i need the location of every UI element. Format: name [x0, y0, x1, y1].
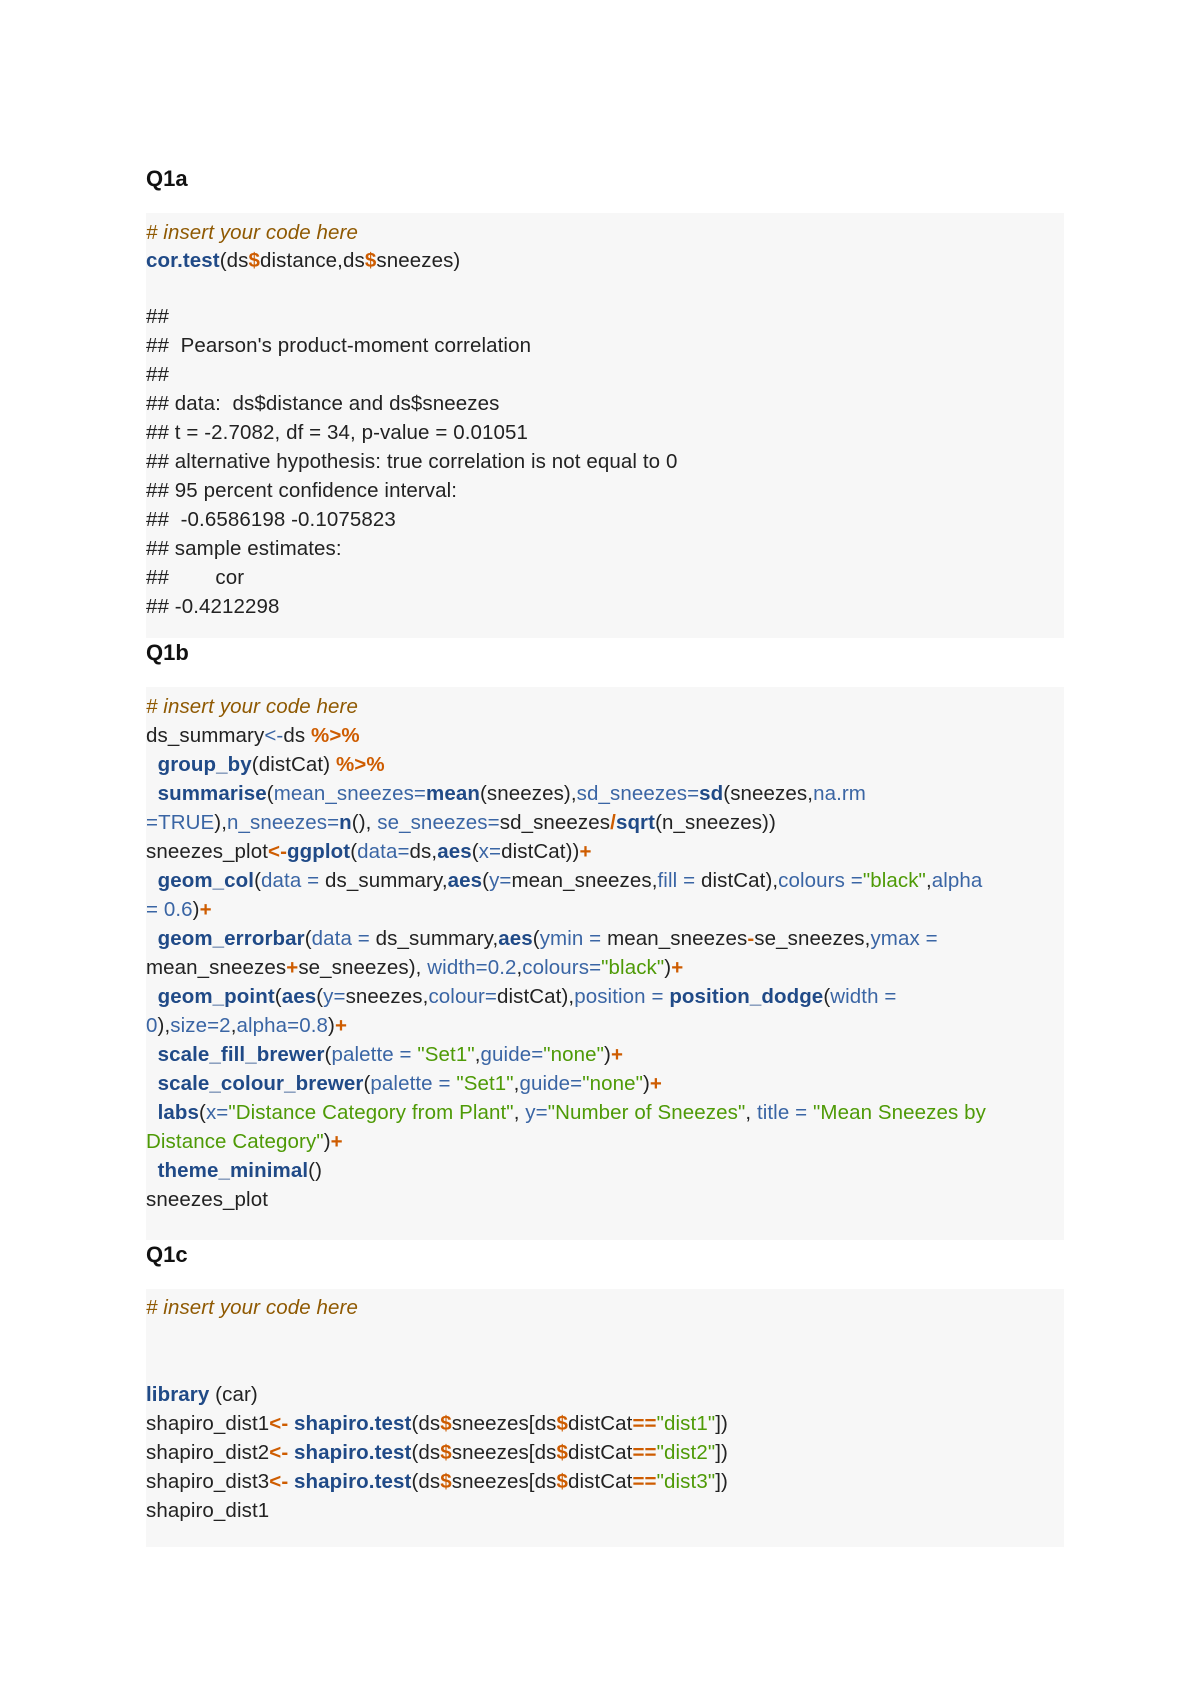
- code-token: +: [671, 956, 684, 979]
- section-heading-q1c: Q1c: [146, 1242, 188, 1267]
- code-line: [146, 1409, 728, 1438]
- code-line: [146, 1496, 269, 1525]
- code-line: [146, 505, 396, 534]
- code-token: # insert your code here: [146, 1296, 358, 1319]
- code-token: scale_colour_brewer: [157, 1072, 364, 1095]
- code-token: ggplot: [287, 840, 351, 863]
- code-token: labs: [157, 1101, 200, 1124]
- code-token: +: [330, 1130, 343, 1153]
- code-token: "none": [543, 1043, 605, 1066]
- code-token: ds_summary: [146, 724, 265, 747]
- code-token: ,: [513, 1072, 520, 1095]
- code-token: /: [610, 811, 616, 834]
- code-token: mean_sneezes,: [511, 869, 658, 892]
- code-token: fill =: [657, 869, 701, 892]
- code-token: ds,: [409, 840, 438, 863]
- code-token: ds_summary,: [375, 927, 499, 950]
- code-token: [146, 869, 158, 892]
- section-heading-q1a: Q1a: [146, 166, 188, 191]
- code-line: [146, 1467, 728, 1496]
- code-token: ds: [283, 724, 311, 747]
- code-token: se_sneezes),: [298, 956, 428, 979]
- code-token: +: [286, 956, 299, 979]
- code-token: mean_sneezes=: [273, 782, 426, 805]
- code-token: colours =: [778, 869, 863, 892]
- code-token: shapiro_dist3: [146, 1470, 270, 1493]
- code-line: [146, 1185, 268, 1214]
- code-token: "Mean Sneezes by: [813, 1101, 986, 1124]
- code-token: ymax =: [870, 927, 938, 950]
- code-token: +: [579, 840, 592, 863]
- code-token: (: [274, 985, 282, 1008]
- code-token: "black": [601, 956, 665, 979]
- code-token: sneezes[ds: [451, 1470, 557, 1493]
- code-token: title =: [756, 1101, 814, 1124]
- code-token: y=: [489, 869, 512, 892]
- code-token: <-: [268, 840, 288, 863]
- code-token: shapiro.test: [294, 1441, 412, 1464]
- code-token: sneezes_plot: [146, 1188, 269, 1211]
- code-token: alpha=0.8: [236, 1014, 329, 1037]
- code-token: y=: [525, 1101, 548, 1124]
- code-token: [146, 753, 158, 776]
- code-line: [146, 692, 358, 721]
- code-token: group_by: [157, 753, 252, 776]
- code-token: n_sneezes=: [227, 811, 340, 834]
- code-token: data =: [261, 869, 325, 892]
- code-token: $: [248, 249, 261, 272]
- code-line: [146, 331, 531, 360]
- code-token: [146, 1159, 158, 1182]
- code-token: ): [642, 1072, 650, 1095]
- section-heading-q1b: Q1b: [146, 640, 189, 665]
- code-token: colours=: [522, 956, 602, 979]
- code-token: (ds: [411, 1412, 441, 1435]
- code-token: width=0.2: [427, 956, 517, 979]
- code-token: ## sample estimates:: [146, 537, 342, 560]
- code-token: ): [604, 1043, 611, 1066]
- code-block-q1b: [146, 687, 1064, 1240]
- code-token: ## cor: [146, 566, 245, 589]
- code-token: ymin =: [539, 927, 608, 950]
- code-token: "dist2": [656, 1441, 716, 1464]
- code-token: = 0.6: [146, 898, 193, 921]
- code-line: [146, 1069, 662, 1098]
- code-token: geom_col: [157, 869, 255, 892]
- code-token: sqrt: [615, 811, 656, 834]
- code-token: ##: [146, 305, 170, 328]
- code-line: [146, 1011, 347, 1040]
- code-token: (),: [351, 811, 378, 834]
- code-line: [146, 1380, 258, 1409]
- code-token: se_sneezes,: [754, 927, 871, 950]
- code-line: [146, 563, 244, 592]
- code-token: (ds: [411, 1441, 441, 1464]
- code-token: Distance Category": [146, 1130, 324, 1153]
- code-token: -: [747, 927, 755, 950]
- code-token: ,: [513, 1101, 526, 1124]
- code-token: (): [308, 1159, 322, 1182]
- code-token: $: [364, 249, 377, 272]
- code-token: "dist3": [656, 1470, 716, 1493]
- code-token: position =: [574, 985, 670, 1008]
- code-line: [146, 418, 528, 447]
- code-line: [146, 1156, 322, 1185]
- code-token: distCat: [567, 1412, 633, 1435]
- code-line: [146, 779, 866, 808]
- code-token: (distCat): [251, 753, 336, 776]
- code-token: colour=: [428, 985, 497, 1008]
- code-token: distCat: [567, 1441, 633, 1464]
- code-line: [146, 808, 776, 837]
- code-line: [146, 895, 212, 924]
- code-token: $: [556, 1470, 568, 1493]
- code-token: +: [649, 1072, 662, 1095]
- code-token: ,: [745, 1101, 757, 1124]
- code-token: shapiro.test: [294, 1470, 412, 1493]
- code-token: [146, 782, 158, 805]
- code-token: distCat),: [700, 869, 779, 892]
- code-token: (: [350, 840, 358, 863]
- code-token: ==: [632, 1441, 657, 1464]
- code-token: ==: [632, 1470, 657, 1493]
- code-token: (: [254, 869, 262, 892]
- code-token: ): [192, 898, 200, 921]
- code-token: ## 95 percent confidence interval:: [146, 479, 458, 502]
- code-token: x=: [205, 1101, 229, 1124]
- code-token: ,: [925, 869, 932, 892]
- code-token: ## -0.4212298: [146, 595, 280, 618]
- code-token: sneezes_plot: [146, 840, 269, 863]
- code-token: "dist1": [656, 1412, 716, 1435]
- code-token: distCat),: [496, 985, 575, 1008]
- code-token: <-: [269, 1412, 289, 1435]
- code-token: mean_sneezes: [146, 956, 287, 979]
- code-token: sd_sneezes=: [576, 782, 700, 805]
- code-token: $: [440, 1441, 452, 1464]
- code-token: size=2: [170, 1014, 231, 1037]
- code-token: %>%: [311, 724, 360, 747]
- code-line: [146, 866, 982, 895]
- code-token: guide=: [480, 1043, 544, 1066]
- code-token: (: [471, 840, 479, 863]
- code-token: scale_fill_brewer: [157, 1043, 325, 1066]
- code-token: shapiro.test: [294, 1412, 412, 1435]
- code-token: $: [440, 1470, 452, 1493]
- code-token: ,: [230, 1014, 237, 1037]
- code-token: shapiro_dist1: [146, 1499, 270, 1522]
- code-token: (: [363, 1072, 371, 1095]
- code-token: (: [266, 782, 274, 805]
- code-line: [146, 750, 385, 779]
- code-token: [146, 1072, 158, 1095]
- code-token: ## t = -2.7082, df = 34, p-value = 0.01051: [146, 421, 529, 444]
- code-token: +: [610, 1043, 624, 1066]
- code-token: se_sneezes=: [377, 811, 500, 834]
- code-line: [146, 476, 457, 505]
- code-line: [146, 592, 280, 621]
- code-token: (ds: [411, 1470, 441, 1493]
- code-token: alpha: [931, 869, 983, 892]
- code-token: na.rm: [813, 782, 866, 805]
- code-token: ,: [516, 956, 523, 979]
- code-token: (: [324, 1043, 332, 1066]
- code-token: ]): [715, 1470, 728, 1493]
- code-token: guide=: [519, 1072, 583, 1095]
- code-token: 0: [146, 1014, 158, 1037]
- code-token: data=: [357, 840, 410, 863]
- code-token: sneezes): [376, 249, 461, 272]
- code-token: distance,ds: [260, 249, 365, 272]
- code-token: ## alternative hypothesis: true correlation is not equal to 0: [146, 450, 678, 473]
- code-token: geom_point: [157, 985, 275, 1008]
- code-token: "black": [862, 869, 926, 892]
- code-token: "Set1": [417, 1043, 475, 1066]
- code-token: [146, 985, 158, 1008]
- code-line: [146, 1438, 728, 1467]
- code-line: [146, 302, 169, 331]
- code-token: library: [146, 1383, 210, 1406]
- code-line: [146, 246, 460, 275]
- code-token: y=: [323, 985, 346, 1008]
- code-token: <-: [269, 1441, 289, 1464]
- code-token: (sneezes,: [723, 782, 814, 805]
- code-line: [146, 1040, 623, 1069]
- code-token: data =: [311, 927, 376, 950]
- code-token: mean: [426, 782, 480, 805]
- code-token: aes: [437, 840, 472, 863]
- code-token: summarise: [157, 782, 267, 805]
- code-token: ]): [715, 1412, 728, 1435]
- code-token: sd_sneezes: [499, 811, 611, 834]
- code-token: (ds: [219, 249, 249, 272]
- code-token: "Number of Sneezes": [547, 1101, 746, 1124]
- code-token: $: [556, 1441, 568, 1464]
- code-token: (sneezes),: [479, 782, 577, 805]
- code-token: # insert your code here: [146, 221, 358, 244]
- code-token: ),: [157, 1014, 171, 1037]
- code-line: [146, 982, 896, 1011]
- code-token: (: [482, 869, 490, 892]
- code-token: <-: [269, 1470, 289, 1493]
- code-token: +: [199, 898, 212, 921]
- code-token: cor.test: [146, 249, 220, 272]
- code-token: [146, 1101, 158, 1124]
- code-token: ,: [474, 1043, 481, 1066]
- code-line: [146, 953, 683, 982]
- code-token: ## data: ds$distance and ds$sneezes: [146, 392, 500, 415]
- code-token: (: [823, 985, 831, 1008]
- code-line: [146, 1127, 343, 1156]
- code-token: palette =: [331, 1043, 418, 1066]
- code-token: "none": [582, 1072, 643, 1095]
- code-block-q1c: [146, 1289, 1064, 1547]
- code-line: [146, 721, 360, 750]
- code-token: ]): [715, 1441, 728, 1464]
- code-token: (: [316, 985, 324, 1008]
- code-token: aes: [498, 927, 533, 950]
- code-token: %>%: [335, 753, 385, 776]
- code-token: width =: [830, 985, 897, 1008]
- code-token: n: [339, 811, 352, 834]
- code-token: sneezes,: [345, 985, 429, 1008]
- code-token: x=: [478, 840, 502, 863]
- code-block-q1a: [146, 213, 1064, 638]
- code-token: ): [664, 956, 672, 979]
- code-token: "Distance Category from Plant": [228, 1101, 514, 1124]
- code-line: [146, 924, 938, 953]
- code-line: [146, 360, 169, 389]
- code-token: [146, 1043, 158, 1066]
- code-token: aes: [281, 985, 317, 1008]
- code-token: position_dodge: [669, 985, 824, 1008]
- code-token: geom_errorbar: [157, 927, 305, 950]
- code-token: distCat)): [501, 840, 580, 863]
- code-token: ): [328, 1014, 335, 1037]
- code-token: (: [532, 927, 540, 950]
- code-token: <-: [264, 724, 284, 747]
- code-token: sneezes[ds: [451, 1412, 557, 1435]
- code-token: ),: [214, 811, 228, 834]
- code-token: +: [334, 1014, 348, 1037]
- code-token: ==: [632, 1412, 657, 1435]
- code-token: (: [304, 927, 312, 950]
- code-token: (car): [209, 1383, 258, 1406]
- code-line: [146, 1293, 358, 1322]
- code-token: $: [556, 1412, 568, 1435]
- code-line: [146, 389, 500, 418]
- code-token: sd: [699, 782, 724, 805]
- code-line: [146, 837, 592, 866]
- code-line: [146, 218, 358, 247]
- code-token: shapiro_dist2: [146, 1441, 270, 1464]
- code-token: ): [323, 1130, 331, 1153]
- code-line: [146, 534, 342, 563]
- code-token: sneezes[ds: [451, 1441, 557, 1464]
- code-token: (: [199, 1101, 206, 1124]
- code-token: shapiro_dist1: [146, 1412, 270, 1435]
- code-token: ## Pearson's product-moment correlation: [146, 334, 532, 357]
- code-token: aes: [447, 869, 483, 892]
- code-token: mean_sneezes: [607, 927, 748, 950]
- code-token: ##: [146, 363, 170, 386]
- code-token: $: [440, 1412, 452, 1435]
- code-token: palette =: [370, 1072, 457, 1095]
- code-token: "Set1": [456, 1072, 514, 1095]
- code-token: (n_sneezes)): [655, 811, 776, 834]
- code-token: ds_summary,: [325, 869, 448, 892]
- code-token: [146, 927, 158, 950]
- code-token: ## -0.6586198 -0.1075823: [146, 508, 396, 531]
- code-line: [146, 447, 677, 476]
- code-token: =TRUE: [146, 811, 215, 834]
- code-token: # insert your code here: [146, 695, 358, 718]
- code-token: distCat: [567, 1470, 633, 1493]
- code-token: theme_minimal: [157, 1159, 309, 1182]
- code-line: [146, 1098, 986, 1127]
